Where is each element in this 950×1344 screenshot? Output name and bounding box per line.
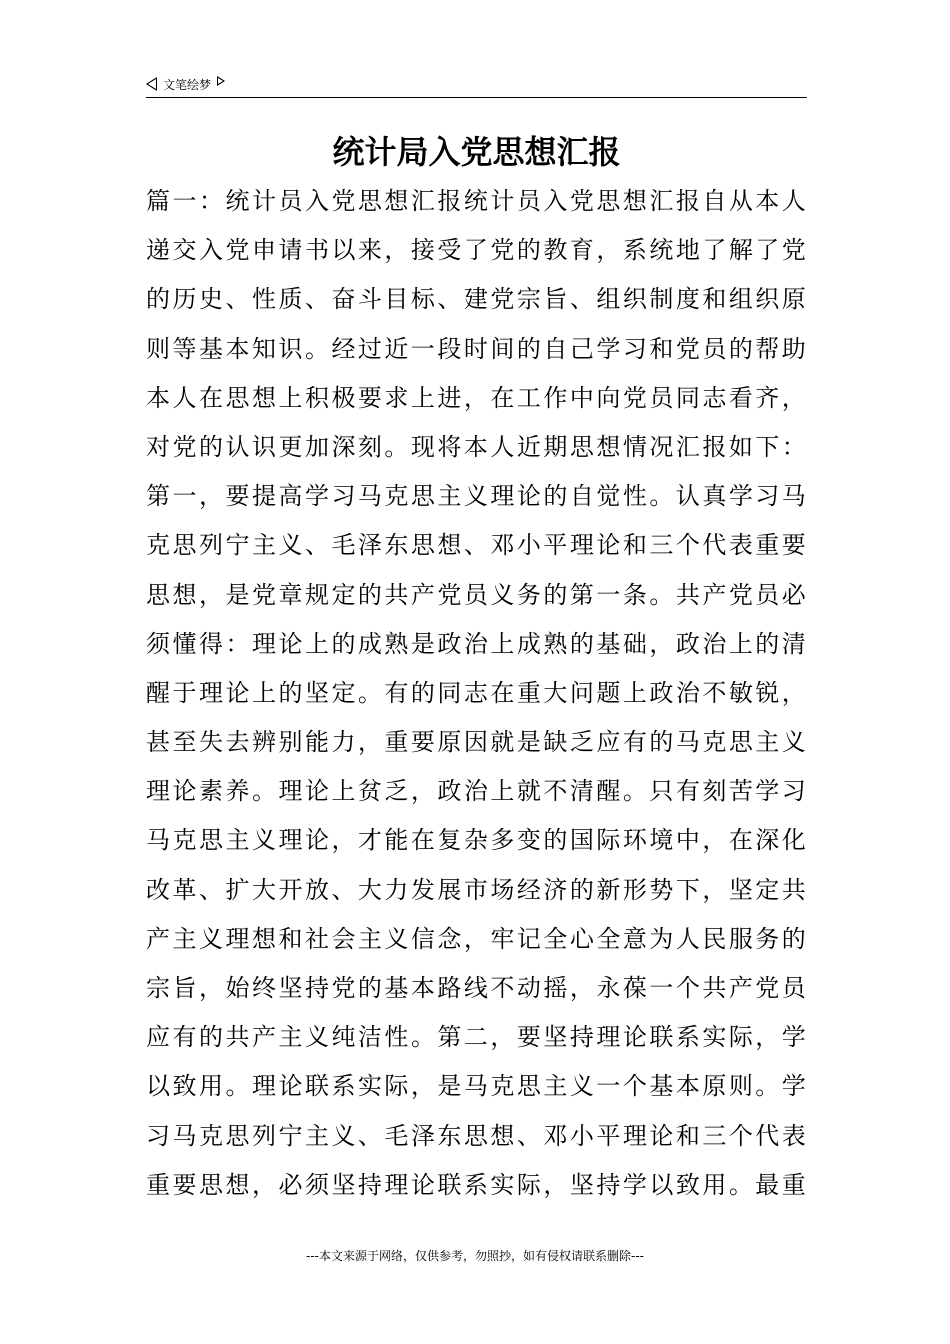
body-line: 醒于理论上的坚定。有的同志在重大问题上政治不敏锐， xyxy=(146,678,807,707)
page-footer: ---本文来源于网络，仅供参考，勿照抄，如有侵权请联系删除--- xyxy=(306,1249,644,1263)
body-line: 第一，要提高学习马克思主义理论的自觉性。认真学习马 xyxy=(146,482,807,511)
triangle-left-icon xyxy=(146,77,157,91)
body-line: 改革、扩大开放、大力发展市场经济的新形势下，坚定共 xyxy=(146,875,807,904)
body-line: 须懂得：理论上的成熟是政治上成熟的基础，政治上的清 xyxy=(146,629,807,658)
body-line: 思想，是党章规定的共产党员义务的第一条。共产党员必 xyxy=(146,580,807,609)
body-line: 篇一：统计员入党思想汇报统计员入党思想汇报自从本人 xyxy=(146,187,807,215)
body-line: 习马克思列宁主义、毛泽东思想、邓小平理论和三个代表 xyxy=(146,1121,807,1150)
triangle-right-icon xyxy=(217,76,225,86)
body-line: 则等基本知识。经过近一段时间的自己学习和党员的帮助 xyxy=(146,334,807,363)
page-header xyxy=(146,74,807,98)
body-line: 重要思想，必须坚持理论联系实际，坚持学以致用。最重 xyxy=(146,1170,807,1199)
body-line: 的历史、性质、奋斗目标、建党宗旨、组织制度和组织原 xyxy=(146,285,807,314)
body-line: 以致用。理论联系实际，是马克思主义一个基本原则。学 xyxy=(146,1072,807,1101)
body-line: 递交入党申请书以来，接受了党的教育，系统地了解了党 xyxy=(146,236,807,265)
body-line: 甚至失去辨别能力，重要原因就是缺乏应有的马克思主义 xyxy=(146,728,807,757)
body-line: 马克思主义理论，才能在复杂多变的国际环境中，在深化 xyxy=(146,826,807,855)
document-body xyxy=(146,177,807,1210)
header-brand-group xyxy=(146,74,225,94)
body-line: 理论素养。理论上贫乏，政治上就不清醒。只有刻苦学习 xyxy=(146,777,807,806)
header-divider xyxy=(146,97,807,98)
body-line: 产主义理想和社会主义信念，牢记全心全意为人民服务的 xyxy=(146,924,807,953)
body-line: 宗旨，始终坚持党的基本路线不动摇，永葆一个共产党员 xyxy=(146,974,807,1002)
body-line: 对党的认识更加深刻。现将本人近期思想情况汇报如下： xyxy=(146,432,807,461)
document-title: 统计局入党思想汇报 xyxy=(332,133,621,171)
body-line: 本人在思想上积极要求上进，在工作中向党员同志看齐， xyxy=(146,383,807,412)
body-line: 克思列宁主义、毛泽东思想、邓小平理论和三个代表重要 xyxy=(146,531,807,560)
body-line: 应有的共产主义纯洁性。第二，要坚持理论联系实际，学 xyxy=(146,1023,807,1052)
header-brand: 文笔绘梦 xyxy=(163,77,212,92)
